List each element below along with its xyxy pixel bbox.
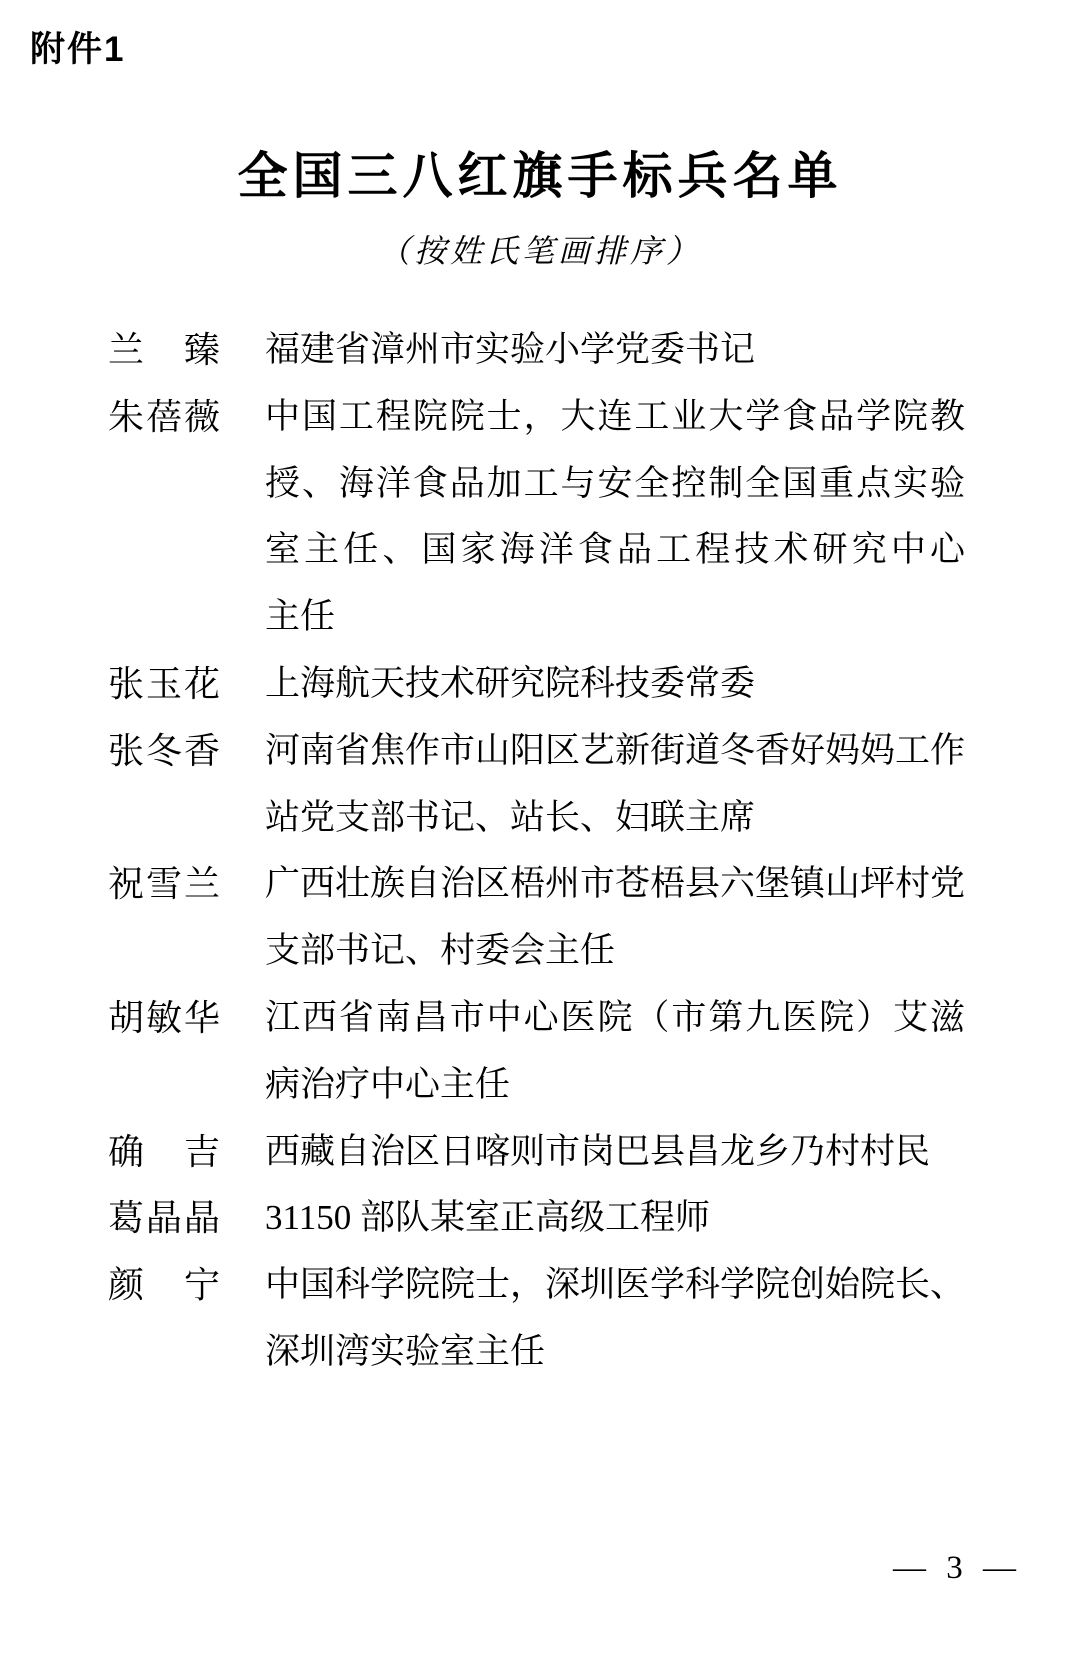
description-line: 福建省漳州市实验小学党委书记 (265, 330, 756, 369)
description-line: 31150 部队某室正高级工程师 (265, 1198, 710, 1238)
list-item (108, 1119, 965, 1186)
list-item (108, 317, 965, 384)
description-line: 深圳湾实验室主任 (265, 1331, 546, 1371)
honoree-name: 兰臻 (108, 330, 220, 370)
honoree-description (265, 651, 965, 718)
honoree-description (265, 1252, 965, 1386)
honoree-name: 葛晶晶 (108, 1198, 220, 1239)
honoree-description (265, 851, 965, 985)
honoree-name: 张玉花 (108, 663, 220, 704)
list-item (108, 718, 965, 852)
list-item (108, 384, 965, 651)
description-line: 授、海洋食品加工与安全控制全国重点实验 (265, 463, 965, 503)
list-item (108, 851, 965, 985)
description-line: 河南省焦作市山阳区艺新街道冬香好妈妈工作 (265, 730, 966, 770)
description-line: 中国科学院院士，深圳医学科学院创始院长、 (265, 1265, 966, 1305)
description-line: 支部书记、村委会主任 (265, 931, 616, 971)
honoree-description (265, 985, 965, 1119)
list-item (108, 1185, 965, 1252)
honoree-description (265, 718, 965, 852)
description-line: 江西省南昌市中心医院（市第九医院）艾滋 (265, 997, 965, 1037)
attachment-label: 附件1 (30, 30, 126, 69)
honoree-description (265, 1119, 965, 1186)
description-line: 主任 (265, 597, 336, 637)
description-line: 站党支部书记、站长、妇联主席 (265, 797, 756, 837)
list-item (108, 1252, 965, 1386)
description-line: 病治疗中心主任 (265, 1064, 511, 1104)
honoree-name: 祝雪兰 (108, 864, 220, 905)
honoree-name: 张冬香 (108, 730, 220, 771)
honoree-list (108, 317, 965, 1386)
description-line: 室主任、国家海洋食品工程技术研究中心 (265, 530, 965, 570)
description-line: 中国工程院院士，大连工业大学食品学院教 (265, 396, 965, 436)
honoree-description (265, 384, 965, 651)
page-number: — 3 — (893, 1550, 1022, 1586)
honoree-description (265, 1185, 965, 1252)
description-line: 广西壮族自治区梧州市苍梧县六堡镇山坪村党 (265, 864, 966, 904)
honoree-name: 确吉 (108, 1131, 220, 1172)
list-item (108, 651, 965, 718)
honoree-name: 朱蓓薇 (108, 396, 220, 437)
honoree-description (265, 317, 965, 384)
list-item (108, 985, 965, 1119)
description-line: 上海航天技术研究院科技委常委 (265, 663, 756, 703)
honoree-name: 颜宁 (108, 1265, 220, 1306)
honoree-name: 胡敏华 (108, 997, 220, 1038)
description-line: 西藏自治区日喀则市岗巴县昌龙乡乃村村民 (265, 1131, 931, 1171)
page-subtitle: （按姓氏笔画排序） (377, 233, 702, 269)
page-title: 全国三八红旗手标兵名单 (237, 148, 843, 204)
